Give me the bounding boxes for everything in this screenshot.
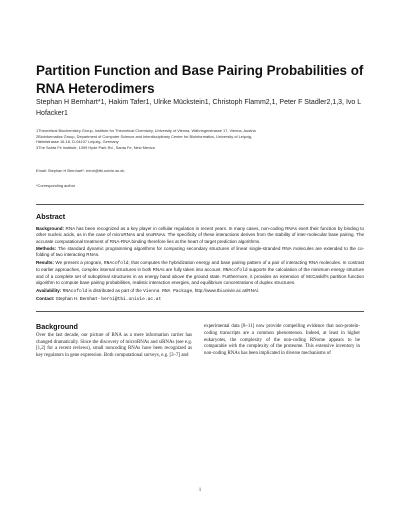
abstract-contact	[36, 296, 364, 303]
abstract-availability-text: is distributed as part of the	[88, 287, 142, 293]
abstract-methods	[36, 246, 364, 259]
abstract-methods-label: Methods:	[36, 245, 57, 251]
background-text-right: experimental data [8–11] now provide compelling evidence that non-protein-coding transcripts are a common phenomenon. Indeed, at least in higher eukaryotes, the complexity of the non-coding RNome appears to be comparable with the complexity of the proteome. This extensive inventory in non-coding RNAs has been implicated in diverse mechanisms of	[204, 324, 360, 357]
availability-url[interactable]: , http://www.tbi.univie.ac.at/RNA/.	[192, 287, 260, 293]
abstract-contact-label: Contact:	[36, 296, 55, 302]
program-name: RNAcofold	[223, 267, 248, 273]
affiliation-line: 3The Santa Fe Institute, 1399 Hyde Park Rd., Santa Fe, New Mexico	[36, 144, 155, 150]
affiliations	[36, 128, 366, 150]
abstract-background-label: Background:	[36, 226, 65, 231]
contact-name: Stephan H. Bernhart -	[55, 296, 100, 302]
abstract-bottom-divider	[36, 311, 364, 312]
abstract-body	[36, 226, 364, 305]
page-number: 1	[198, 488, 202, 493]
paper-title: Partition Function and Base Pairing Probabilities of RNA Heterodimers	[36, 63, 364, 96]
contact-email[interactable]: berni@tbi.univie.ac.at	[101, 297, 162, 303]
affiliation-line: 1Theoretical Biochemistry Group, Institute for Theoretical Chemistry, University of Vienna, Währingerstrasse 17, Vienna, Austria	[36, 128, 256, 133]
abstract-availability	[36, 288, 364, 295]
background-text-left: Over the last decade, our picture of RNA as a mere information carrier has changed dramatically. Since the discovery of microRNAs and siRNAs (see e.g. [1,2] for a recent reviews), small noncoding RNAs have been recognized as key regulators in gene expression. Both computational surveys, e.g. [3–7] and	[36, 332, 192, 359]
abstract-results-text: , that computes the hybridization energy and base pairing pattern of a pair of interacting RNA molecules. In contrast to earlier approaches, complex internal structures in both RNAs are fully taken into account.	[36, 259, 365, 272]
abstract-results-text: supports the calculation of the minimum energy structure and of a complete set of suboptimal structures in an energy band above the ground state. Furthermore, it provides an extension of McCaskill's partition function algorithm to compute base pairing probabilities, realistic interaction energies, and equilibrium concentrations of duplex structures.	[36, 266, 365, 286]
abstract-availability-label: Availability:	[36, 287, 62, 293]
abstract-results-text: We present a program,	[55, 259, 103, 265]
body-column-left	[36, 324, 192, 360]
abstract-background	[36, 226, 364, 245]
background-heading: Background	[36, 322, 78, 331]
abstract-methods-text: The standard dynamic programming algorithms for computing secondary structures of linear single-stranded RNA molecules are extended to the co-folding of two interacting RNAs.	[36, 245, 364, 258]
package-name: Vienna RNA Package	[143, 288, 193, 294]
corresponding-author-note: *Corresponding author	[36, 183, 76, 188]
abstract-results-label: Results:	[36, 259, 54, 265]
abstract-top-divider	[36, 204, 364, 205]
abstract-heading: Abstract	[36, 212, 66, 221]
affiliation-line: 2Bioinformatics Group, Department of Computer Science and Interdisciplinary Center for Bioinformatics, University of Leipzig,	[36, 133, 253, 139]
program-name: RNAcofold	[62, 288, 88, 294]
program-name: RNAcofold	[103, 260, 129, 266]
body-column-right	[204, 324, 360, 358]
affiliation-line: Härtelstrasse 16-18, D-04107 Leipzig, Germany	[36, 139, 119, 145]
author-email: Email: Stephan H Bernhart*- berni@tbi.univie.ac.at;	[36, 168, 125, 173]
author-list: Stephan H Bernhart*1, Hakim Tafer1, Ulrike Mückstein1, Christoph Flamm2,1, Peter F Stadler2,1,3, Ivo L Hofacker1	[36, 99, 361, 117]
abstract-background-text: RNA has been recognized as a key player in cellular regulation in recent years. In many cases, non-coding RNAs exert their function by binding to other nucleic acids, as in the case of microRNAs and snoRNAs. The specificity of these interactions derives from the stability of inter-molecular base pairing. The accurate computational treatment of RNA-RNA binding therefore lies at the heart of target prediction algorithms.	[36, 226, 364, 244]
abstract-results	[36, 260, 364, 287]
